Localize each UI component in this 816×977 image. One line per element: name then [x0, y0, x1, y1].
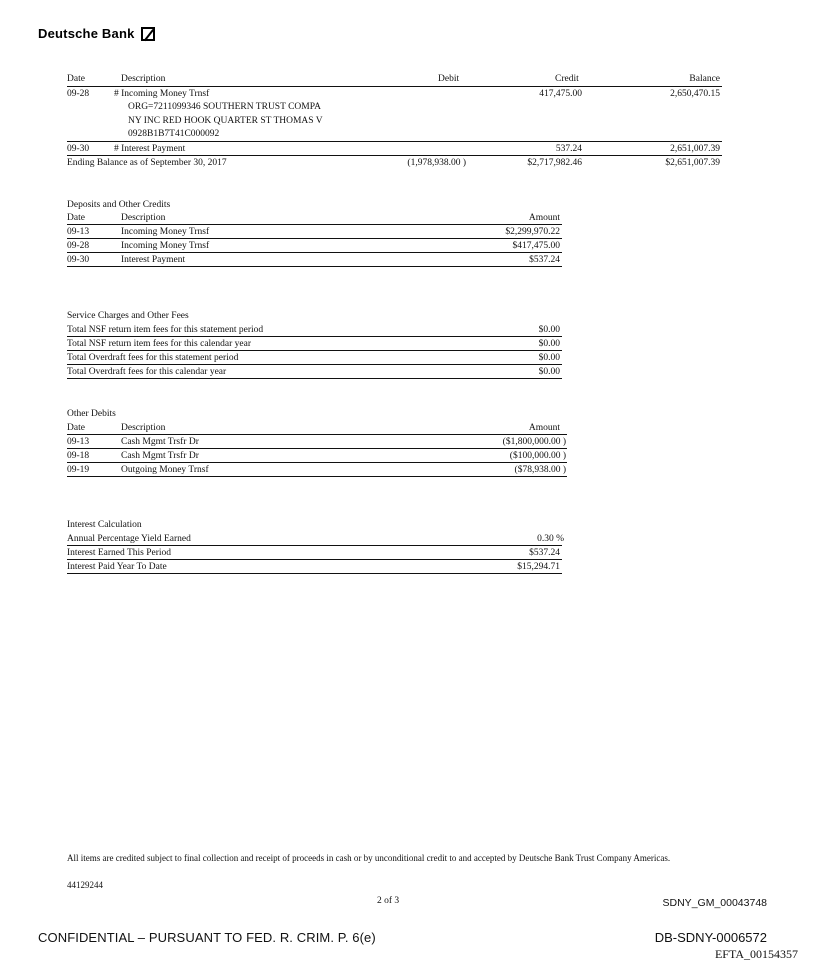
fee-label: Total Overdraft fees for this calendar year: [67, 367, 227, 377]
debit-date: 09-18: [67, 451, 90, 461]
deposit-description: Incoming Money Trnsf: [121, 227, 210, 237]
fee-amount: $0.00: [538, 325, 560, 335]
row-rule: [67, 545, 562, 546]
col-description: Description: [121, 74, 166, 84]
bank-name: Deutsche Bank: [38, 26, 135, 41]
txn-description: # Interest Payment: [114, 144, 186, 154]
bank-logo: [38, 26, 155, 41]
col-credit: Credit: [555, 74, 579, 84]
fee-label: Total NSF return item fees for this statement period: [67, 325, 264, 335]
interest-label: Interest Earned This Period: [67, 548, 172, 558]
debit-date: 09-13: [67, 437, 90, 447]
row-rule: [67, 573, 562, 574]
bates-efta: EFTA_00154357: [714, 947, 798, 961]
row-rule: [67, 364, 562, 365]
debits-title: Other Debits: [67, 409, 116, 419]
col-amount: Amount: [528, 213, 560, 223]
row-rule: [67, 336, 562, 337]
txn-detail-line: NY INC RED HOOK QUARTER ST THOMAS V: [128, 116, 323, 126]
interest-amount: $537.24: [529, 548, 560, 558]
ending-debit: (1,978,938.00 ): [407, 158, 466, 168]
txn-date: 09-30: [67, 144, 90, 154]
deposit-amount: $417,475.00: [512, 241, 560, 251]
row-rule: [67, 462, 567, 463]
interest-amount: $15,294.71: [517, 562, 560, 572]
account-number: 44129244: [67, 880, 103, 890]
txn-balance: 2,651,007.39: [670, 144, 720, 154]
fee-amount: $0.00: [538, 353, 560, 363]
debit-amount: ($100,000.00 ): [509, 451, 566, 461]
row-rule: [67, 378, 562, 379]
col-date: Date: [67, 213, 85, 223]
col-balance: Balance: [689, 74, 720, 84]
debit-description: Cash Mgmt Trsfr Dr: [121, 451, 199, 461]
deposit-amount: $537.24: [529, 255, 560, 265]
col-amount: Amount: [528, 423, 560, 433]
fee-amount: $0.00: [538, 367, 560, 377]
txn-detail-line: 0928B1B7T41C000092: [128, 129, 220, 139]
interest-label: Annual Percentage Yield Earned: [67, 534, 191, 544]
ending-balance: $2,651,007.39: [665, 158, 720, 168]
row-rule: [67, 238, 562, 239]
row-rule: [67, 155, 722, 156]
ending-credit: $2,717,982.46: [527, 158, 582, 168]
interest-amount: 0.30 %: [537, 534, 564, 544]
col-date: Date: [67, 423, 85, 433]
fees-title: Service Charges and Other Fees: [67, 311, 189, 321]
col-description: Description: [121, 423, 166, 433]
row-rule: [67, 476, 567, 477]
txn-credit: 417,475.00: [539, 89, 582, 99]
debit-amount: ($1,800,000.00 ): [502, 437, 566, 447]
row-rule: [67, 266, 562, 267]
col-date: Date: [67, 74, 85, 84]
debit-description: Cash Mgmt Trsfr Dr: [121, 437, 199, 447]
bates-sdny-gm: SDNY_GM_00043748: [662, 897, 767, 909]
txn-balance: 2,650,470.15: [670, 89, 720, 99]
txn-credit: 537.24: [555, 144, 582, 154]
debit-date: 09-19: [67, 465, 90, 475]
ending-balance-label: Ending Balance as of September 30, 2017: [67, 158, 227, 168]
interest-title: Interest Calculation: [67, 520, 142, 530]
row-rule: [67, 252, 562, 253]
page-number: 2 of 3: [377, 896, 400, 906]
footer-note: All items are credited subject to final collection and receipt of proceeds in cash or by unconditional credit to and accepted by Deutsche Bank Trust Company Americas.: [67, 853, 671, 863]
header-rule: [67, 224, 562, 225]
fee-amount: $0.00: [538, 339, 560, 349]
deutsche-bank-slash-logo-icon: [141, 27, 155, 41]
txn-detail-line: ORG=7211099346 SOUTHERN TRUST COMPA: [128, 102, 322, 112]
confidential-notice: CONFIDENTIAL – PURSUANT TO FED. R. CRIM. P. 6(e): [38, 930, 376, 945]
header-rule: [67, 434, 567, 435]
col-description: Description: [121, 213, 166, 223]
txn-description: # Incoming Money Trnsf: [114, 89, 210, 99]
fee-label: Total NSF return item fees for this calendar year: [67, 339, 251, 349]
row-rule: [67, 559, 562, 560]
debit-description: Outgoing Money Trnsf: [121, 465, 209, 475]
deposit-date: 09-13: [67, 227, 90, 237]
col-debit: Debit: [438, 74, 460, 84]
interest-label: Interest Paid Year To Date: [67, 562, 167, 572]
deposit-description: Interest Payment: [121, 255, 186, 265]
header-rule: [67, 86, 722, 87]
debit-amount: ($78,938.00 ): [514, 465, 566, 475]
row-rule: [67, 448, 567, 449]
deposit-amount: $2,299,970.22: [505, 227, 560, 237]
deposit-date: 09-30: [67, 255, 90, 265]
txn-date: 09-28: [67, 89, 90, 99]
deposit-date: 09-28: [67, 241, 90, 251]
row-rule: [67, 141, 722, 142]
bates-db-sdny: DB-SDNY-0006572: [654, 930, 767, 945]
fee-label: Total Overdraft fees for this statement period: [67, 353, 239, 363]
deposit-description: Incoming Money Trnsf: [121, 241, 210, 251]
row-rule: [67, 350, 562, 351]
deposits-title: Deposits and Other Credits: [67, 200, 171, 210]
